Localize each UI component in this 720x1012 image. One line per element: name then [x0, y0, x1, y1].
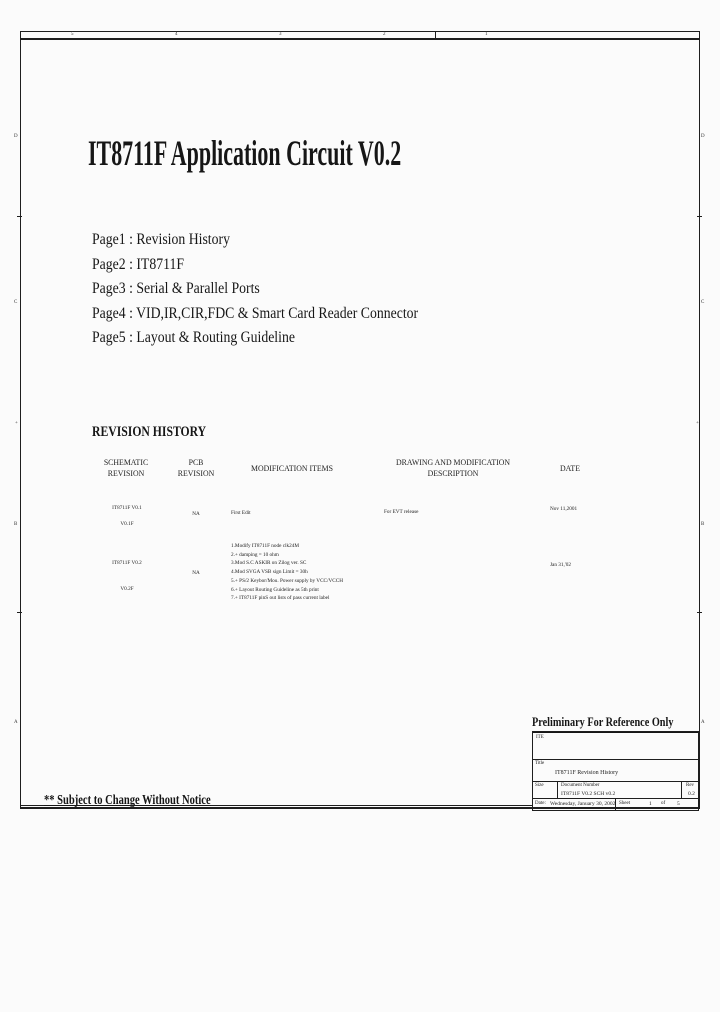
title-label: Title	[535, 761, 545, 766]
col-header-date: DATE	[559, 463, 580, 473]
date-label: Date:	[535, 801, 546, 806]
rev-label: Rev	[686, 783, 695, 788]
rev-row-date: Nov 11,2001	[550, 506, 578, 512]
frame-top-inner-line	[20, 38, 700, 40]
title-value: IT8711F Revision History	[555, 770, 619, 776]
col-header-drawing-description	[391, 457, 514, 479]
footer-note: ** Subject to Change Without Notice	[44, 792, 211, 807]
frame-top-zone-divider	[435, 31, 436, 39]
rev-row-description: For EVT release	[384, 509, 419, 515]
modification-item: 2.+ damping = 10 ohm	[231, 551, 279, 558]
table-of-contents	[92, 228, 418, 351]
title-block	[532, 731, 699, 811]
rev-row-pcb: NA	[192, 570, 200, 576]
preliminary-banner: Preliminary For Reference Only	[532, 715, 699, 733]
date-value: Wednesday, January 30, 2002	[550, 801, 616, 807]
toc-line: Page4 : VID,IR,CIR,FDC & Smart Card Reader Connector	[92, 304, 419, 322]
col-header-line: REVISION	[107, 468, 145, 478]
document-title: IT8711F Application Circuit V0.2	[88, 133, 402, 173]
left-zone-label: C	[14, 300, 18, 305]
col-header-modification-items: MODIFICATION ITEMS	[251, 463, 333, 473]
rev-row-schematic: IT8711F V0.1	[112, 505, 142, 511]
title-block-divider	[557, 781, 558, 798]
modification-item: 5.+ PS/2 Keybor/Mou. Power supply by VCC/VCCH	[231, 577, 344, 584]
left-zone-label: A	[14, 720, 18, 725]
right-zone-label: C	[701, 300, 705, 305]
sheet-total: 5	[677, 801, 680, 807]
rev-row-schematic-sub: V0.1F	[120, 521, 134, 527]
company-logo-text: ITE	[536, 735, 544, 740]
top-zone-label: 3	[279, 32, 282, 37]
modification-item: 3.Mod S.C ASKIR on Zilog ver. SC	[231, 560, 307, 567]
right-zone-tick	[697, 612, 702, 613]
top-zone-label: 4	[175, 32, 178, 37]
title-block-divider	[533, 759, 698, 760]
modification-item: 1.Modify IT8711F node clk24M	[231, 543, 300, 549]
rev-row-schematic: IT8711F V0.2	[112, 560, 142, 566]
col-header-pcb-revision	[167, 457, 226, 479]
top-zone-label: 5	[71, 32, 74, 37]
size-label: Size	[535, 783, 544, 788]
col-header-schematic-revision	[97, 457, 156, 479]
rev-row-items-list	[231, 542, 343, 603]
left-zone-label: D	[14, 134, 18, 139]
right-center-mark: +	[696, 421, 699, 426]
document-number-label: Document Number	[561, 783, 600, 788]
modification-item: 7.+ IT8711F pinS out lists of pass current label	[231, 595, 330, 602]
toc-line: Page1 : Revision History	[92, 231, 230, 248]
col-header-line: REVISION	[177, 468, 215, 478]
revision-history-heading: REVISION HISTORY	[92, 424, 207, 440]
modification-item: 6.+ Layout Routing Guideline as 5th print	[231, 586, 319, 593]
right-zone-label: A	[701, 720, 705, 725]
document-number-value: IT8711F V0.2 SCH v0.2	[561, 791, 616, 797]
col-header-line: SCHEMATIC	[103, 457, 149, 467]
col-header-line: DRAWING AND MODIFICATION	[395, 457, 511, 467]
col-header-line: DESCRIPTION	[427, 468, 479, 478]
left-zone-label: B	[14, 522, 18, 527]
left-center-mark: +	[15, 421, 18, 426]
right-zone-tick	[697, 216, 702, 217]
title-block-divider	[681, 781, 682, 798]
rev-row-pcb: NA	[192, 511, 200, 517]
toc-line: Page5 : Layout & Routing Guideline	[92, 329, 295, 347]
modification-item: 4.Mod SVGA VSB sign Limit = 30h	[231, 569, 308, 576]
toc-line: Page3 : Serial & Parallel Ports	[92, 280, 260, 298]
rev-row-items: First Edit	[231, 510, 251, 516]
left-zone-tick	[17, 612, 22, 613]
rev-row-date: Jan 31,'02	[550, 562, 571, 568]
top-zone-label: 2	[383, 32, 386, 37]
toc-line: Page2 : IT8711F	[92, 255, 184, 273]
sheet-label: Sheet	[619, 801, 631, 806]
col-header-line: PCB	[188, 457, 204, 467]
rev-row-schematic-sub: V0.2F	[120, 586, 134, 592]
sheet-of-label: of	[661, 801, 666, 806]
right-zone-label: D	[701, 134, 705, 139]
sheet-number: 1	[649, 801, 652, 807]
right-zone-label: B	[701, 522, 705, 527]
top-zone-label: 1	[485, 32, 488, 37]
rev-value: 0.2	[688, 791, 695, 797]
left-zone-tick	[17, 216, 22, 217]
